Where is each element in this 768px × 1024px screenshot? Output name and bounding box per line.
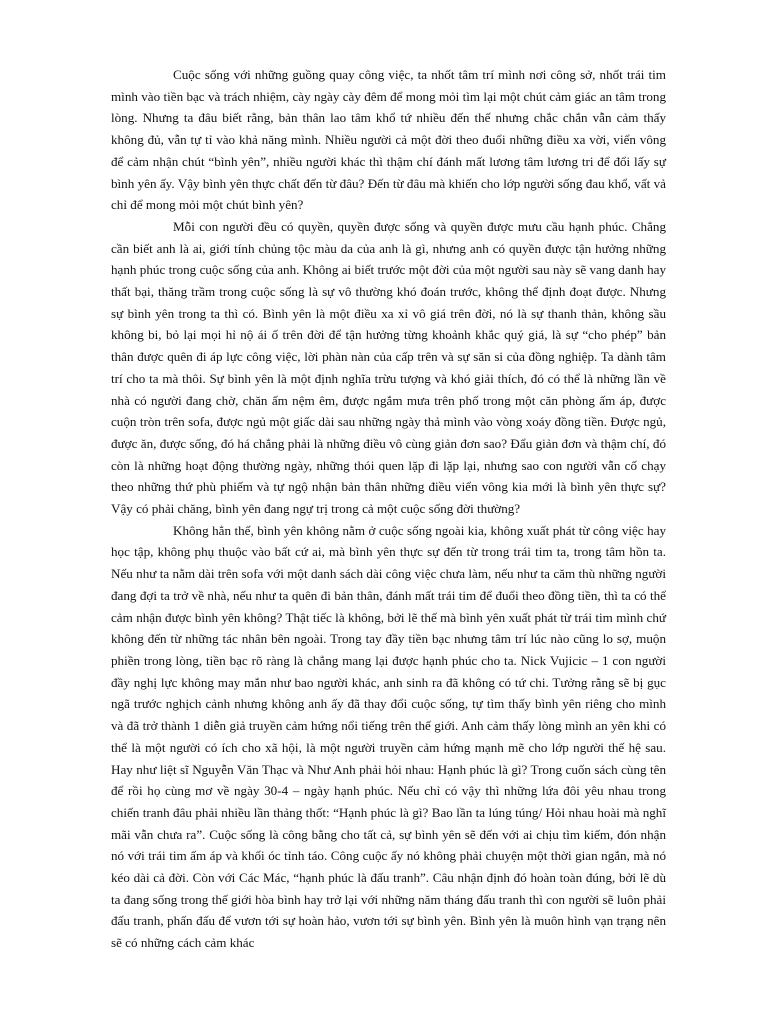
- document-page: [111, 64, 666, 954]
- paragraph-2: Mỗi con người đều có quyền, quyền được sống và quyền được mưu cầu hạnh phúc. Chẳng cần biết anh là ai, giới tính chủng tộc màu da của anh là gì, nhưng anh có quyền được tận hưởng những hạnh phúc trong cuộc sống của anh. Không ai biết trước một đời của một người sau này sẽ vang danh hay thất bại, thăng trầm trong cuộc sống là sự vô thường khó đoán trước, không thể định đoạt được. Nhưng sự bình yên trong ta thì có. Bình yên là một điều xa xỉ vô giá trên đời, nó là sự thanh thản, không sầu không bi, bỏ lại mọi hỉ nộ ái ố trên đời để tận hưởng từng khoảnh khắc quý giá, là sự “cho phép” bản thân được quên đi áp lực công việc, lời phàn nàn của cấp trên và sự săn si của đồng nghiệp. Ta dành tâm trí cho ta mà thôi. Sự bình yên là một định nghĩa trừu tượng và khó giải thích, đó có thể là những lần về nhà có người đang chờ, chăn ấm nệm êm, được ngắm mưa trên phố trong một căn phòng ấm áp, được cuộn tròn trên sofa, được ngủ một giấc dài sau những ngày thả mình vào vòng xoáy đồng tiền. Được ngủ, được ăn, được sống, đó há chẳng phải là những điều vô cùng giản đơn sao? Đẩu giản đơn và thậm chí, đó còn là những hoạt động thường ngày, những thói quen lặp đi lặp lại, nhưng sao con người vẫn cố chạy theo những thứ phù phiếm và tự ngộ nhận bản thân những điều viển vông kia mới là bình yên thực sự? Vậy có phải chăng, bình yên đang ngự trị trong cả một cuộc sống đời thường?: [111, 218, 666, 517]
- paragraph-1: Cuộc sống với những guồng quay công việc, ta nhốt tâm trí mình nơi công sở, nhốt trái tim mình vào tiền bạc và trách nhiệm, cày ngày cày đêm để mong mỏi tìm lại một chút cảm giác an tâm trong lòng. Nhưng ta đâu biết rằng, bản thân lao tâm khổ tứ nhiều đến thế nhưng chắc chắn vẫn cảm thấy không đủ, vẫn tự tỉ vào khả năng mình. Nhiều người cả một đời theo đuổi những điều xa vời, viển vông để cảm nhận chút “bình yên”, nhiều người khác thì thậm chí đánh mất lương tâm lương tri để đổi lấy sự bình yên ấy. Vậy bình yên thực chất đến từ đâu? Đến từ đâu mà khiến cho lớp người sống đau khổ, vất vả chỉ để mong mỏi một chút bình yên?: [111, 67, 666, 213]
- paragraph-3: Không hẳn thế, bình yên không nằm ở cuộc sống ngoài kia, không xuất phát từ công việc hay học tập, không phụ thuộc vào bất cứ ai, mà bình yên thực sự đến từ trong trái tim ta, trong tâm hồn ta. Nếu như ta nằm dài trên sofa với một danh sách dài công việc chưa làm, nếu như ta căm thù những người đang đợi ta trở về nhà, nếu như ta quên đi bản thân, đánh mất trái tim để đuổi theo đồng tiền, thì ta có thể cảm nhận được bình yên không? Thật tiếc là không, bởi lẽ thế mà bình yên xuất phát từ trái tim mình chứ không đến từ những tác nhân bên ngoài. Trong tay đầy tiền bạc nhưng tâm trí lúc nào cũng lo sợ, muộn phiền trong lòng, tiền bạc rõ ràng là chẳng mang lại được hạnh phúc cho ta. Nick Vujicic – 1 con người đầy nghị lực không may mắn như bao người khác, anh sinh ra đã không có tứ chi. Tưởng rằng sẽ bị gục ngã trước nghịch cảnh nhưng không anh ấy đã thay đổi cuộc sống, tự tìm thấy bình yên riêng cho mình và đã trở thành 1 diễn giả truyền cảm hứng nổi tiếng trên thế giới. Anh cảm thấy lòng mình an yên khi có thể là một người có ích cho xã hội, là một người truyền cảm hứng mạnh mẽ cho lớp người thế hệ sau. Hay như liệt sĩ Nguyễn Văn Thạc và Như Anh phải hỏi nhau: Hạnh phúc là gì? Trong cuốn sách cùng tên để rồi họ cùng mơ về ngày 30-4 – ngày hạnh phúc. Nếu chỉ có vậy thì những lứa đôi yêu nhau trong chiến tranh đâu phải nhiều lần thảng thốt: “Hạnh phúc là gì? Bao lần ta lúng túng/ Hỏi nhau hoài mà nghĩ mãi vẫn chưa ra”. Cuộc sống là công bằng cho tất cả, sự bình yên sẽ đến với ai chịu tìm kiếm, đón nhận nó với trái tim ấm áp và khối óc tỉnh táo. Công cuộc ấy nó không phải chuyện một thời gian ngắn, mà nó kéo dài cả đời. Còn với Các Mác, “hạnh phúc là đấu tranh”. Câu nhận định đó hoàn toàn đúng, bởi lẽ dù ta đang sống trong thế giới hòa bình hay trở lại với những năm tháng đấu tranh thì con người sẽ luôn phải đấu tranh, phấn đấu để vươn tới sự hoàn hảo, vươn tới sự bình yên. Bình yên là muôn hình vạn trạng nên sẽ có những cách cảm khác: [111, 522, 666, 951]
